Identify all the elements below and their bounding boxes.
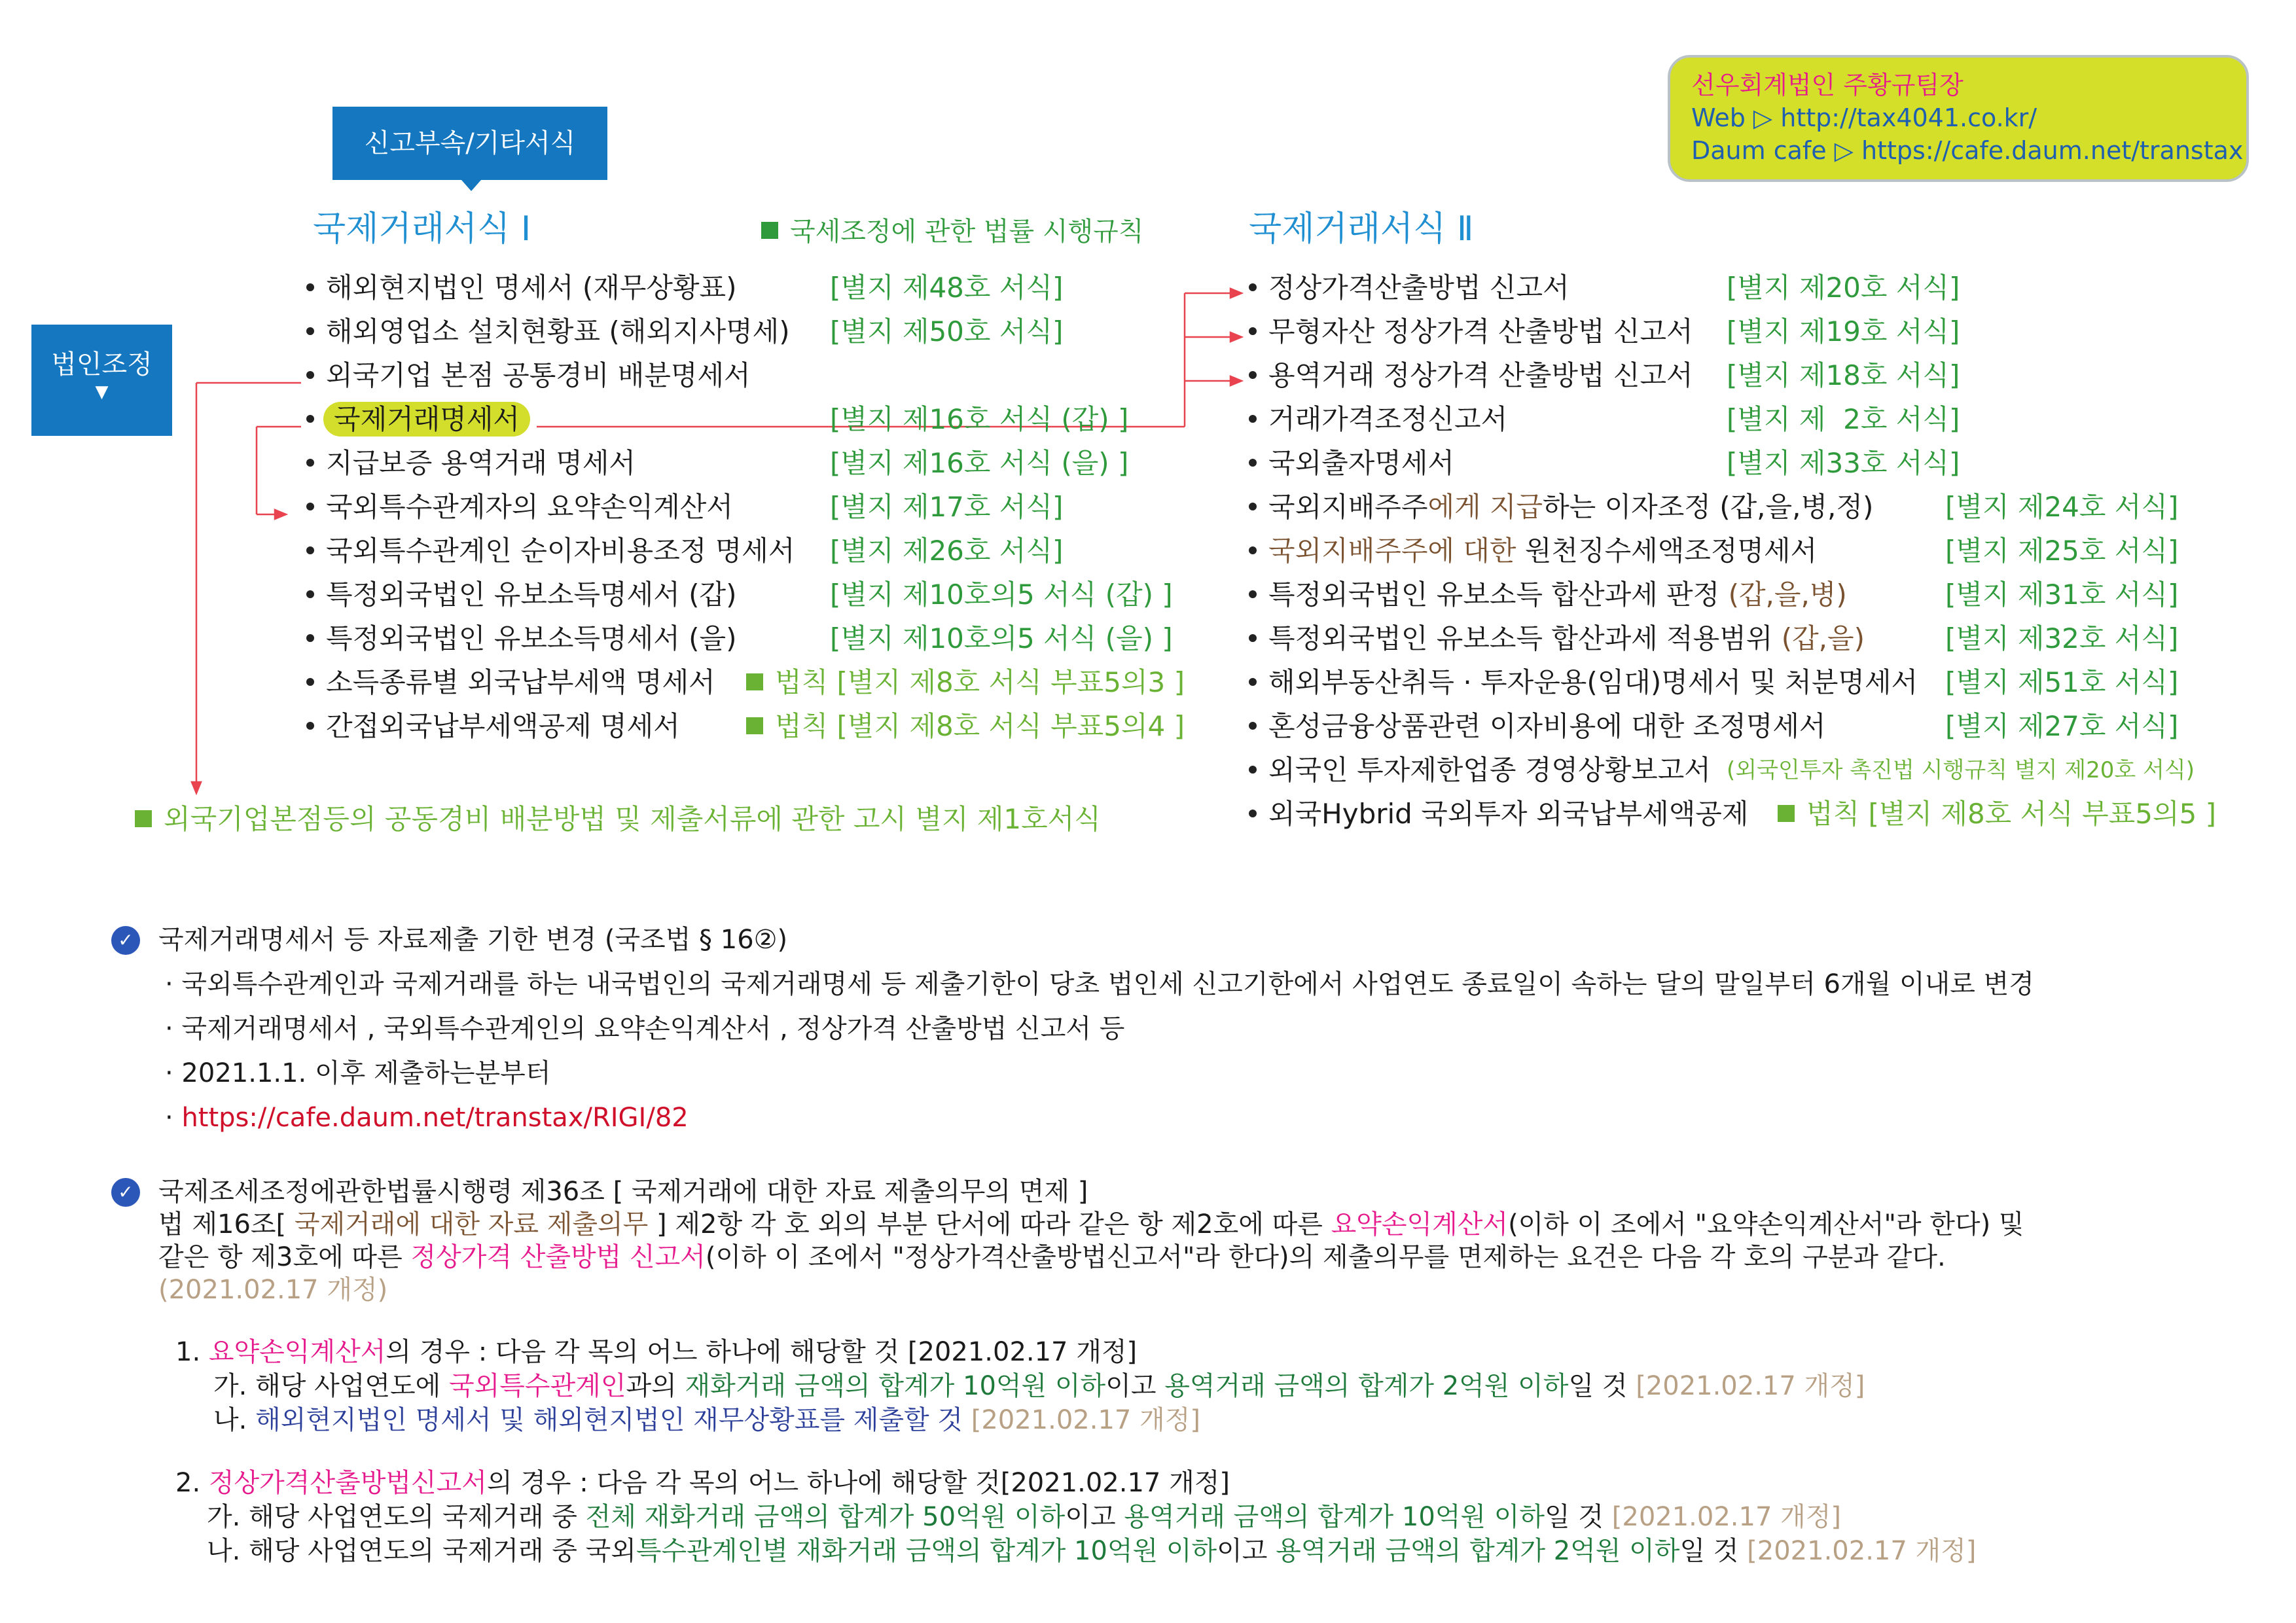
bullet-icon (1249, 327, 1257, 335)
notice-text: 외국기업본점등의 공동경비 배분방법 및 제출서류에 관한 고시 별지 제1호서식 (164, 803, 1101, 835)
check-icon: ✓ (111, 926, 140, 955)
forms2-item[interactable] (1249, 708, 1826, 745)
form-ref: [별지 제 2호 서식] (1727, 403, 1960, 435)
forms1-item[interactable] (306, 533, 795, 569)
forms2-item[interactable] (1249, 577, 1847, 613)
forms1-item[interactable] (306, 577, 736, 613)
amendment-note: (2021.02.17 개정) (158, 1275, 388, 1305)
form-name-part: (갑,을,병) (1728, 579, 1847, 611)
link-bullet: · (165, 1103, 182, 1133)
down-arrow-icon: ▼ (95, 382, 109, 402)
form-ref: (외국인투자 촉진법 시행규칙 별지 제20호 서식) (1727, 757, 2195, 783)
forms2-item[interactable] (1249, 489, 1873, 526)
text-part: 가. 해당 사업연도의 국제거래 중 (207, 1502, 586, 1532)
section1-link-line (165, 1101, 689, 1135)
forms2-item[interactable] (1249, 620, 1865, 657)
form-name: 소득종류별 외국납부세액 명세서 (326, 666, 715, 698)
text-part: 정상가격산출방법신고서 (208, 1468, 487, 1498)
forms1-item[interactable] (306, 313, 790, 350)
bullet-icon (1249, 459, 1257, 467)
corporate-adjustment-text: 법인조정 (51, 349, 152, 380)
text-part: 용역거래 금액의 합계가 2억원 이하 (1164, 1371, 1569, 1401)
form-ref: [별지 제17호 서식] (830, 491, 1064, 523)
forms1-item[interactable] (306, 445, 636, 482)
text-part: 일 것 (1568, 1371, 1636, 1401)
text-part: 일 것 (1679, 1536, 1748, 1566)
form-name: 지급보증 용역거래 명세서 (326, 447, 636, 479)
forms1-item[interactable] (306, 357, 751, 394)
form-name: 간접외국납부세액공제 명세서 (326, 710, 680, 742)
section2-item-2 (175, 1466, 1230, 1500)
section1-title: 국제거래명세서 등 자료제출 기한 변경 (국조법 § 16②) (158, 925, 788, 955)
form-ref: [별지 제32호 서식] (1945, 622, 2179, 654)
text-part: [2021.02.17 개정] (1636, 1371, 1865, 1401)
text-part: 이고 (1065, 1502, 1124, 1532)
form-name: 해외부동산취득 · 투자운용(임대)명세서 및 처분명세서 (1268, 666, 1918, 698)
form-ref: [별지 제10호의5 서식 (갑) ] (830, 579, 1173, 611)
form-ref: [별지 제27호 서식] (1945, 710, 2179, 742)
text-part: 국제거래에 대한 자료 제출의무 (294, 1209, 649, 1240)
form-ref (1778, 796, 2216, 832)
text-part: 일 것 (1545, 1502, 1612, 1532)
green-square-icon (135, 810, 152, 827)
form-ref: [별지 제50호 서식] (830, 315, 1064, 348)
form-ref-text: 법칙 [별지 제8호 서식 부표5의5 ] (1806, 798, 2216, 830)
info-box-web: Web ▷ http://tax4041.co.kr/ (1691, 103, 2037, 132)
text-part: [2021.02.17 개정] (1611, 1502, 1841, 1532)
text-part: 이고 (1217, 1536, 1276, 1566)
section2-para-line (158, 1207, 2024, 1241)
check-icon: ✓ (111, 1178, 140, 1207)
forms2-item[interactable] (1249, 270, 1570, 306)
form-ref: [별지 제16호 서식 (갑) ] (830, 403, 1129, 435)
bullet-icon (1249, 590, 1257, 598)
section2-item-1 (175, 1335, 1137, 1369)
form-name: 특정외국법인 유보소득명세서 (갑) (326, 579, 737, 611)
text-part: 같은 항 제3호에 따른 (158, 1242, 411, 1272)
forms2-item[interactable] (1249, 445, 1454, 482)
bullet-icon (306, 503, 314, 510)
text-part: 나. 해당 사업연도의 국제거래 중 국외 (207, 1536, 636, 1566)
green-square-icon (746, 673, 763, 690)
text-part: ] 제2항 각 호 외의 부분 단서에 따라 같은 항 제2호에 따른 (648, 1209, 1331, 1240)
form-ref: [별지 제18호 서식] (1727, 359, 1960, 391)
text-part: 의 경우 : 다음 각 목의 어느 하나에 해당할 것[2021.02.17 개정] (486, 1468, 1230, 1498)
text-part: 요약손익계산서 (1331, 1209, 1509, 1240)
form-name: 국외출자명세서 (1268, 447, 1455, 479)
text-part: 이고 (1105, 1371, 1165, 1401)
bullet-icon (1249, 371, 1257, 379)
section2-item-1-ga (213, 1369, 1865, 1403)
form-name-part: 특정외국법인 유보소득 합산과세 적용범위 (1268, 622, 1782, 654)
form-ref-text: 법칙 [별지 제8호 서식 부표5의4 ] (775, 710, 1185, 742)
cafe-link[interactable]: https://cafe.daum.net/transtax/RIGI/82 (181, 1103, 689, 1133)
form-name-part: 이자조정 (갑,을,병,정) (1604, 491, 1874, 523)
text-part: 과의 (626, 1371, 685, 1401)
form-name-part: 하는 (1543, 491, 1605, 523)
bullet-icon (306, 283, 314, 291)
form-ref: [별지 제19호 서식] (1727, 315, 1960, 348)
green-square-icon (761, 222, 778, 239)
law-title (761, 215, 1143, 249)
form-name: 거래가격조정신고서 (1268, 403, 1508, 435)
forms1-item[interactable] (306, 620, 736, 657)
bullet-icon (1249, 634, 1257, 642)
category-tag: 신고부속/기타서식 (332, 107, 607, 180)
form-name-part: 국외지배주주에 대한 (1268, 535, 1516, 567)
form-ref: [별지 제24호 서식] (1945, 491, 2179, 523)
form-name: 외국인 투자제한업종 경영상황보고서 (1268, 754, 1711, 786)
bullet-icon (306, 371, 314, 379)
section2-title: 국제조세조정에관한법률시행령 제36조 [ 국제거래에 대한 자료 제출의무의 면제 ] (158, 1177, 1088, 1207)
text-part: 나. (213, 1405, 256, 1435)
bullet-icon (306, 327, 314, 335)
text-part: [2021.02.17 개정] (963, 1405, 1200, 1435)
forms2-item[interactable] (1249, 357, 1693, 394)
text-part: 국외특수관계인 (448, 1371, 626, 1401)
form-name-part: 에게 지급 (1427, 491, 1543, 523)
text-part: 요약손익계산서 (208, 1337, 386, 1367)
forms1-item[interactable] (306, 708, 680, 745)
section1-item: · 국제거래명세서 , 국외특수관계인의 요약손익계산서 , 정상가격 산출방법 신고서 등 (165, 1014, 1125, 1044)
info-box-title: 선우회계법인 주황규팀장 (1691, 71, 1964, 99)
section2-item-1-na (213, 1403, 1200, 1437)
form-ref: [별지 제25호 서식] (1945, 535, 2179, 567)
law-title-text: 국세조정에 관한 법률 시행규칙 (790, 217, 1144, 247)
form-ref: [별지 제33호 서식] (1727, 447, 1960, 479)
form-ref: [별지 제16호 서식 (을) ] (830, 447, 1129, 479)
text-part: 용역거래 금액의 합계가 2억원 이하 (1276, 1536, 1680, 1566)
section2-item-2-ga (207, 1500, 1841, 1534)
form-name: 국외특수관계자의 요약손익계산서 (326, 491, 733, 523)
forms1-title: 국제거래서식 Ⅰ (313, 209, 531, 249)
form-name: 외국Hybrid 국외투자 외국납부세액공제 (1268, 798, 1749, 830)
section2-item-2-na (207, 1534, 1976, 1568)
section1-item: · 2021.1.1. 이후 제출하는분부터 (165, 1058, 551, 1088)
text-part: 1. (175, 1337, 209, 1367)
form-name: 해외영업소 설치현황표 (해외지사명세) (326, 315, 790, 348)
bullet-icon (306, 459, 314, 467)
text-part: [2021.02.17 개정] (1747, 1536, 1977, 1566)
form-name: 혼성금융상품관련 이자비용에 대한 조정명세서 (1268, 710, 1826, 742)
text-part: 용역거래 금액의 합계가 10억원 이하 (1124, 1502, 1545, 1532)
info-box-cafe: Daum cafe ▷ https://cafe.daum.net/transtax (1691, 136, 2244, 165)
form-ref (746, 708, 1185, 745)
bullet-icon (1249, 678, 1257, 686)
text-part: 재화거래 금액의 합계가 10억원 이하 (685, 1371, 1106, 1401)
notice-line (135, 801, 1101, 838)
form-name: 외국기업 본점 공통경비 배분명세서 (326, 359, 751, 391)
bullet-icon (306, 415, 314, 423)
forms2-item[interactable] (1249, 796, 1748, 832)
bullet-icon (1249, 766, 1257, 774)
form-ref: [별지 제31호 서식] (1945, 579, 2179, 611)
form-name-part: 원천징수세액조정명세서 (1516, 535, 1818, 567)
text-part: 법 제16조[ (158, 1209, 295, 1240)
form-name: 정상가격산출방법 신고서 (1268, 272, 1570, 304)
form-name: 국외특수관계인 순이자비용조정 명세서 (326, 535, 795, 567)
text-part: 가. 해당 사업연도에 (213, 1371, 449, 1401)
info-box (1668, 55, 2249, 182)
form-name: 용역거래 정상가격 산출방법 신고서 (1268, 359, 1693, 391)
form-ref: [별지 제51호 서식] (1945, 666, 2179, 698)
text-part: 특수관계인별 재화거래 금액의 합계가 10억원 이하 (636, 1536, 1217, 1566)
form-ref: [별지 제26호 서식] (830, 535, 1064, 567)
forms2-title: 국제거래서식 Ⅱ (1249, 209, 1474, 249)
bullet-icon (306, 722, 314, 730)
text-part: 해외현지법인 명세서 및 해외현지법인 재무상황표를 제출할 것 (255, 1405, 963, 1435)
form-name: 해외현지법인 명세서 (재무상황표) (326, 272, 737, 304)
form-ref: [별지 제10호의5 서식 (을) ] (830, 622, 1173, 654)
corporate-adjustment-label (31, 325, 172, 436)
form-name: 특정외국법인 유보소득명세서 (을) (326, 622, 737, 654)
text-part: 2. (175, 1468, 209, 1498)
bullet-icon (1249, 546, 1257, 554)
bullet-icon (1249, 283, 1257, 291)
bullet-icon (1249, 415, 1257, 423)
text-part: (이하 이 조에서 "정상가격산출방법신고서"라 한다)의 제출의무를 면제하는 요건은 다음 각 호의 구분과 같다. (705, 1242, 1946, 1272)
section1-item: · 국외특수관계인과 국제거래를 하는 내국법인의 국제거래명세 등 제출기한이 당초 법인세 신고기한에서 사업연도 종료일이 속하는 달의 말일부터 6개월 이내로 변경 (165, 969, 2034, 999)
form-name-part: (갑,을) (1781, 622, 1865, 654)
bullet-icon (1249, 810, 1257, 817)
bullet-icon (306, 634, 314, 642)
form-ref: [별지 제48호 서식] (830, 272, 1064, 304)
bullet-icon (306, 678, 314, 686)
forms1-item[interactable] (306, 664, 715, 701)
bullet-icon (1249, 503, 1257, 510)
forms1-item-highlighted[interactable] (306, 401, 530, 438)
forms2-item[interactable] (1249, 752, 1711, 789)
text-part: 의 경우 : 다음 각 목의 어느 하나에 해당할 것 [2021.02.17 개정] (386, 1337, 1138, 1367)
text-part: 전체 재화거래 금액의 합계가 50억원 이하 (585, 1502, 1066, 1532)
section2-para-line (158, 1240, 1946, 1274)
bullet-icon (306, 590, 314, 598)
forms2-item[interactable] (1249, 664, 1918, 701)
green-square-icon (746, 717, 763, 734)
forms1-item[interactable] (306, 270, 736, 306)
form-ref-text: 법칙 [별지 제8호 서식 부표5의3 ] (775, 666, 1185, 698)
forms2-item[interactable] (1249, 533, 1817, 569)
forms2-item[interactable] (1249, 313, 1693, 350)
form-name: 무형자산 정상가격 산출방법 신고서 (1268, 315, 1693, 348)
text-part: 정상가격 산출방법 신고서 (410, 1242, 706, 1272)
text-part: (이하 이 조에서 "요약손익계산서"라 한다) 및 (1508, 1209, 2024, 1240)
bullet-icon (1249, 722, 1257, 730)
green-square-icon (1778, 805, 1795, 822)
form-name-part: 특정외국법인 유보소득 합산과세 판정 (1268, 579, 1729, 611)
form-ref: [별지 제20호 서식] (1727, 272, 1960, 304)
form-name-part: 국외지배주주 (1268, 491, 1428, 523)
form-name: 국제거래명세서 (323, 402, 530, 437)
forms1-item[interactable] (306, 489, 733, 526)
form-ref (746, 664, 1185, 701)
bullet-icon (306, 546, 314, 554)
forms2-item[interactable] (1249, 401, 1507, 438)
